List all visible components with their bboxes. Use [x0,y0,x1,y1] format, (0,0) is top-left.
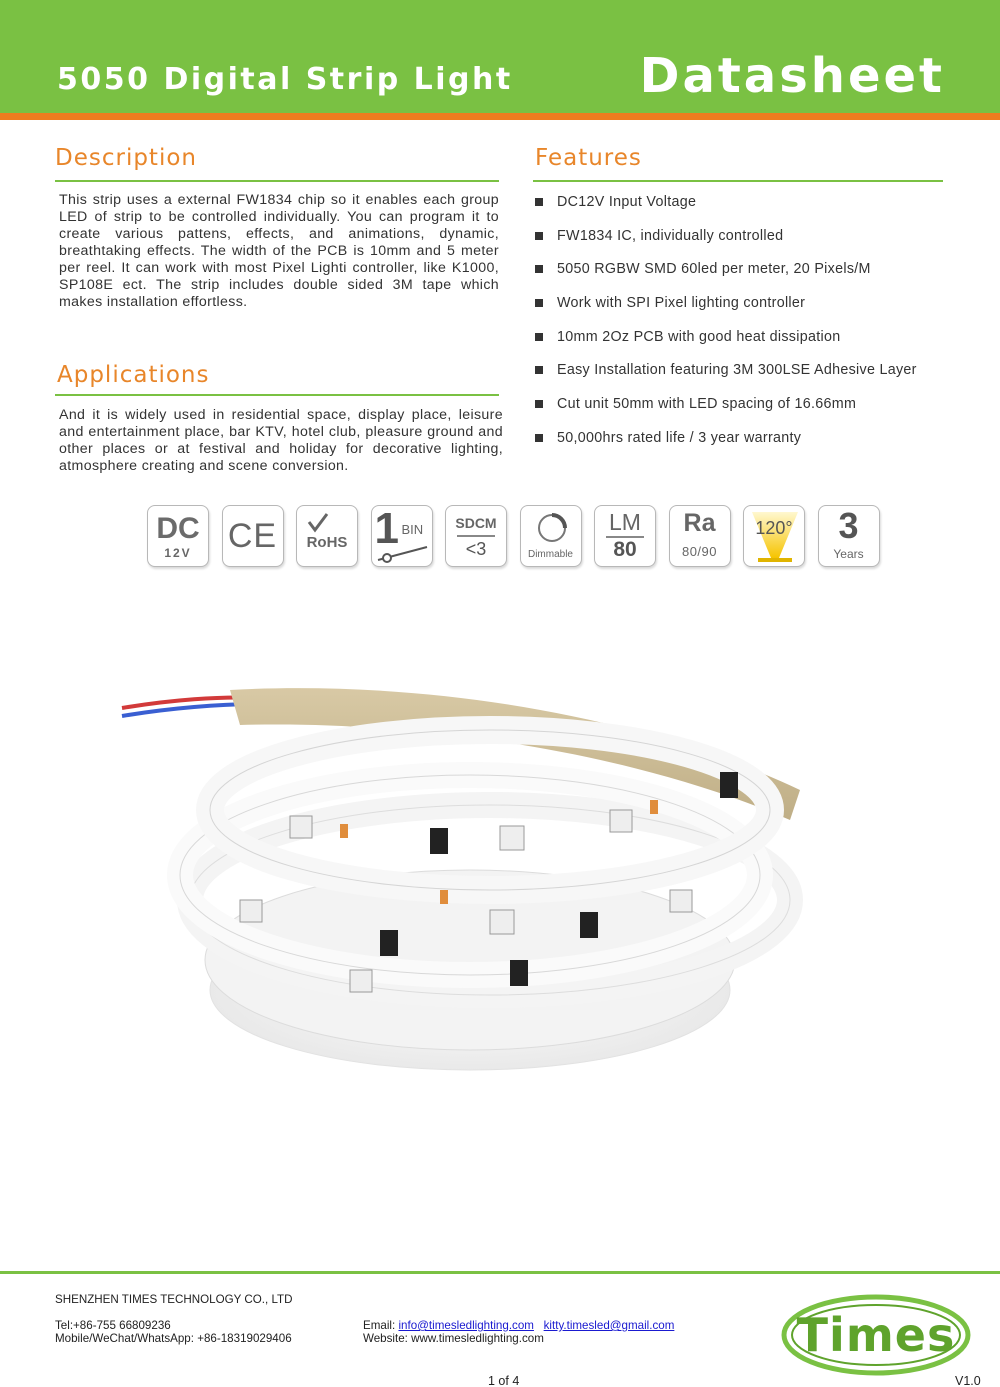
ra-value: 80/90 [681,544,718,559]
product-title: 5050 Digital Strip Light [57,62,513,97]
feature-item [535,294,975,328]
bin-line-icon [372,506,433,567]
feature-item [535,429,975,463]
applications-text: And it is widely used in residential space, display place, leisure and entertainment place, bar KTV, hotel club, pleasure ground and other places or at festival and holiday for decorative lighting, atmosphere creating and scene conversion. [59,407,503,474]
dc-voltage: 12V [164,546,192,560]
bullet-square-icon [535,434,543,442]
logo-text: Times [796,1308,956,1362]
description-heading: Description [55,145,197,171]
features-list [535,193,975,463]
sdcm-divider [457,535,495,537]
feature-item [535,395,975,429]
description-rule [55,180,499,182]
feature-text: 10mm 2Oz PCB with good heat dissipation [557,328,841,345]
rohs-badge [296,505,358,567]
warranty-badge [818,505,880,567]
feature-text: FW1834 IC, individually controlled [557,227,784,244]
lm-value: 80 [613,538,637,561]
mobile-number: Mobile/WeChat/WhatsApp: +86-18319029406 [55,1332,292,1345]
bin-label: BIN [401,522,424,537]
sdcm-badge [445,505,507,567]
lumen-badge [594,505,656,567]
bullet-square-icon [535,366,543,374]
ce-badge [222,505,284,567]
certification-badges [147,505,880,567]
warranty-years: 3 [838,505,859,546]
feature-text: 5050 RGBW SMD 60led per meter, 20 Pixels/M [557,261,871,278]
features-heading: Features [535,145,642,171]
beam-angle-badge [743,505,805,567]
dimmable-badge [520,505,582,567]
feature-text: 50,000hrs rated life / 3 year warranty [557,429,802,446]
sdcm-value: <3 [465,539,487,559]
feature-item [535,260,975,294]
document-title: Datasheet [639,48,945,104]
website-text: Website: www.timesledlighting.com [363,1332,544,1345]
company-name: SHENZHEN TIMES TECHNOLOGY CO., LTD [55,1293,293,1306]
feature-item [535,328,975,362]
beam-angle-value: 120° [755,518,793,538]
cri-badge [669,505,731,567]
description-text: This strip uses a external FW1834 chip so it enables each group LED of strip to be controlled individually. You can program it to create various pattens, effects, and animations, dynamic, breathtaking effects. The width of the PCB is 10mm and 5 meter per reel. It can work with most Pixel Lighti controller, like K1000, SP108E ect. The strip includes double sided 3M tape which makes installation effortless. [59,192,499,310]
email-label: Email: [363,1319,396,1332]
dc-12v-badge [147,505,209,567]
feature-item [535,193,975,227]
times-logo [778,1290,974,1380]
sdcm-label: SDCM [455,515,497,531]
bullet-square-icon [535,198,543,206]
feature-item [535,361,975,395]
rohs-label: RoHS [306,534,348,551]
phone-number: Tel:+86-755 66809236 [55,1319,171,1332]
version-label: V1.0 [955,1374,981,1387]
features-rule [533,180,943,182]
bin-number: 1 [374,505,399,553]
email-line [363,1319,674,1332]
dc-label: DC [156,512,200,545]
bullet-square-icon [535,400,543,408]
dimmable-label: Dimmable [527,549,573,560]
bullet-square-icon [535,265,543,273]
feature-item [535,227,975,261]
feature-text: DC12V Input Voltage [557,194,697,210]
ce-mark-icon: CE [227,517,278,555]
bin-badge [371,505,433,567]
warranty-label: Years [833,547,864,561]
lm-label: LM [609,509,641,535]
bullet-square-icon [535,299,543,307]
applications-rule [55,394,499,396]
applications-heading: Applications [57,362,210,388]
feature-text: Cut unit 50mm with LED spacing of 16.66mm [557,396,857,413]
ra-label: Ra [683,509,716,537]
footer-rule [0,1271,1000,1274]
bullet-square-icon [535,232,543,240]
feature-text: Work with SPI Pixel lighting controller [557,295,806,312]
email-link-info[interactable]: info@timesledlighting.com [398,1319,534,1332]
email-link-kitty[interactable]: kitty.timesled@gmail.com [543,1319,675,1332]
bullet-square-icon [535,333,543,341]
led-strip-reel-image [110,660,830,1080]
header-stripe [0,113,1000,120]
page-number: 1 of 4 [488,1374,520,1387]
feature-text: Easy Installation featuring 3M 300LSE Adhesive Layer [557,362,917,379]
